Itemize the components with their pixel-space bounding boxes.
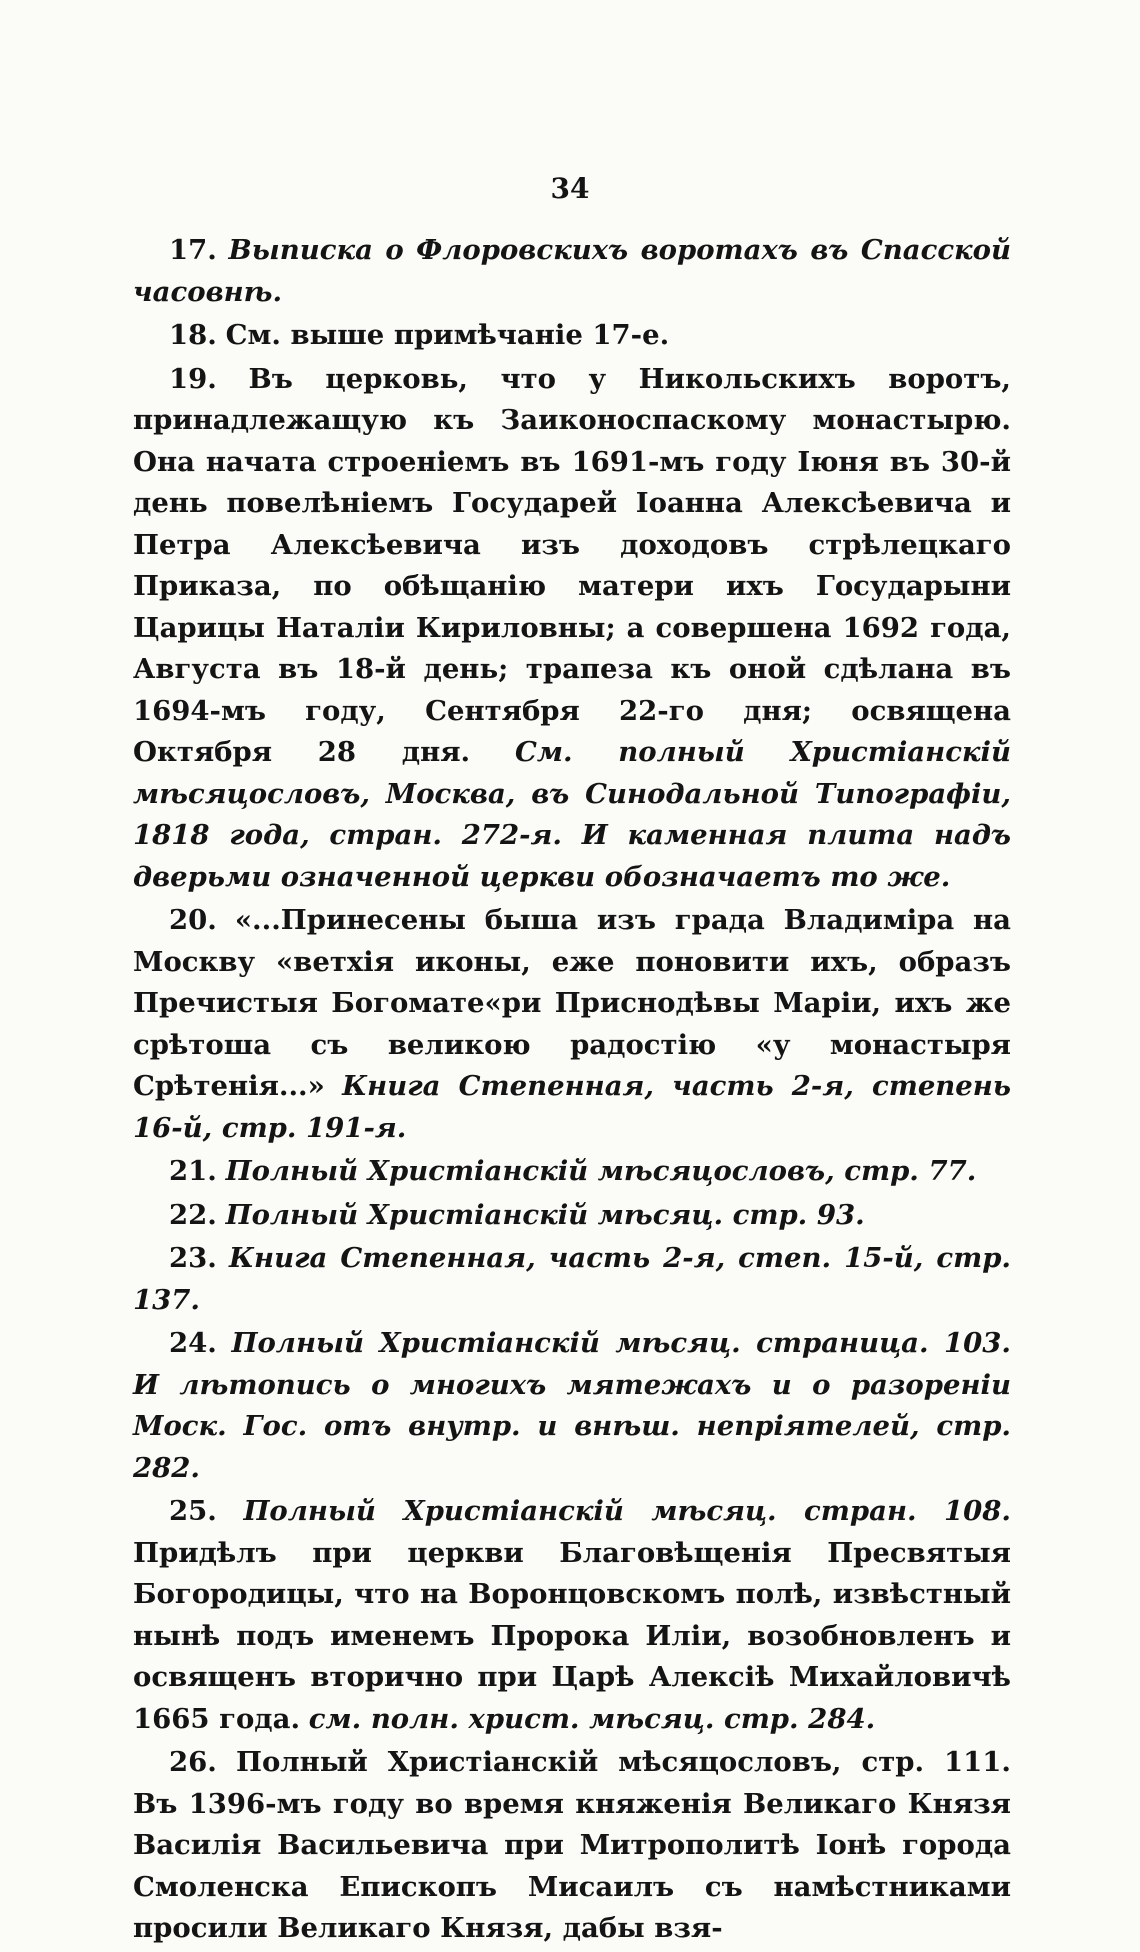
note-reference: Книга Степенная, часть 2-я, степень 16-й, стр. 191-я. — [133, 1070, 1011, 1144]
note-20 — [133, 900, 1011, 1149]
note-22 — [133, 1195, 1011, 1237]
note-number: 20. — [169, 904, 217, 936]
note-reference: Полный Христіанскій мѣсяц. стр. 93. — [225, 1198, 865, 1231]
note-number: 23. — [169, 1242, 217, 1274]
note-reference: Полный Христіанскій мѣсяцословъ, стр. 77. — [225, 1155, 977, 1187]
note-number: 22. — [169, 1198, 217, 1231]
note-reference: Книга Степенная, часть 2-я, степ. 15-й, стр. 137. — [133, 1242, 1011, 1316]
note-number: 26. — [169, 1746, 217, 1778]
note-24 — [133, 1323, 1011, 1489]
note-reference: Полный Христіанскій мѣсяц. стран. 108. — [243, 1495, 1011, 1527]
note-text: См. выше примѣчаніе 17-е. — [225, 319, 670, 351]
note-25 — [133, 1491, 1011, 1740]
note-reference: Полный Христіанскій мѣсяц. страница. 103. И лѣтопись о многихъ мятежахъ и о разореніи Моск. Гос. отъ внутр. и внѣш. непріятелей, стр. 282. — [133, 1327, 1012, 1484]
note-number: 24. — [169, 1327, 217, 1359]
note-number: 19. — [169, 362, 217, 395]
note-21 — [133, 1151, 1011, 1193]
note-26 — [133, 1742, 1011, 1950]
footnotes-body — [133, 230, 1011, 1952]
page-number: 34 — [550, 172, 590, 205]
note-reference: См. полный Христіанскій мѣсяцословъ, Москва, въ Синодальной Типографіи, 1818 года, стран. 272-я. И каменная плита надъ дверьми означенной церкви обозначаетъ то же. — [133, 736, 1011, 893]
note-reference: см. полн. христ. мѣсяц. стр. 284. — [308, 1702, 876, 1735]
note-text: Полный Христіанскій мѣсяцословъ, стр. 111. Въ 1396-мъ году во время княженія Великаго Князя Василія Васильевича при Митрополитѣ Іонѣ города Смоленска Епископъ Мисаилъ съ намѣстниками просили Великаго Князя, дабы взя- — [133, 1746, 1011, 1944]
note-number: 18. — [169, 319, 217, 351]
note-reference: Выписка о Флоровскихъ воротахъ въ Спасской часовнѣ. — [133, 234, 1012, 308]
note-number: 17. — [169, 234, 217, 266]
note-text: Въ церковь, что у Никольскихъ воротъ, принадлежащую къ Заиконоспаскому монастырю. Она начата строеніемъ въ 1691-мъ году Іюня въ 30-й день повелѣніемъ Государей Іоанна Алексѣевича и Петра Алексѣевича изъ доходовъ стрѣлецкаго Приказа, по обѣщанію матери ихъ Государыни Царицы Наталіи Кириловны; а совершена 1692 года, Августа въ 18-й день; трапеза къ оной сдѣлана въ 1694-мъ году, Сентября 22-го дня; освящена Октября 28 дня. — [133, 362, 1011, 768]
note-23 — [133, 1238, 1011, 1321]
note-19 — [133, 359, 1011, 899]
note-text: «...Принесены быша изъ града Владиміра на Москву «ветхія иконы, еже поновити ихъ, образъ Пречистыя Богомате«ри Приснодѣвы Маріи, ихъ же срѣтоша съ великою радостію «у монастыря Срѣтенія...» — [133, 904, 1011, 1102]
note-number: 25. — [169, 1495, 217, 1527]
note-17 — [133, 230, 1011, 313]
note-18 — [133, 315, 1011, 357]
note-text: Придѣлъ при церкви Благовѣщенія Пресвятыя Богородицы, что на Воронцовскомъ полѣ, извѣстный нынѣ подъ именемъ Пророка Иліи, возобновленъ и освященъ вторично при Царѣ Алексіѣ Михайловичѣ 1665 года. — [133, 1536, 1011, 1735]
note-number: 21. — [169, 1155, 217, 1187]
